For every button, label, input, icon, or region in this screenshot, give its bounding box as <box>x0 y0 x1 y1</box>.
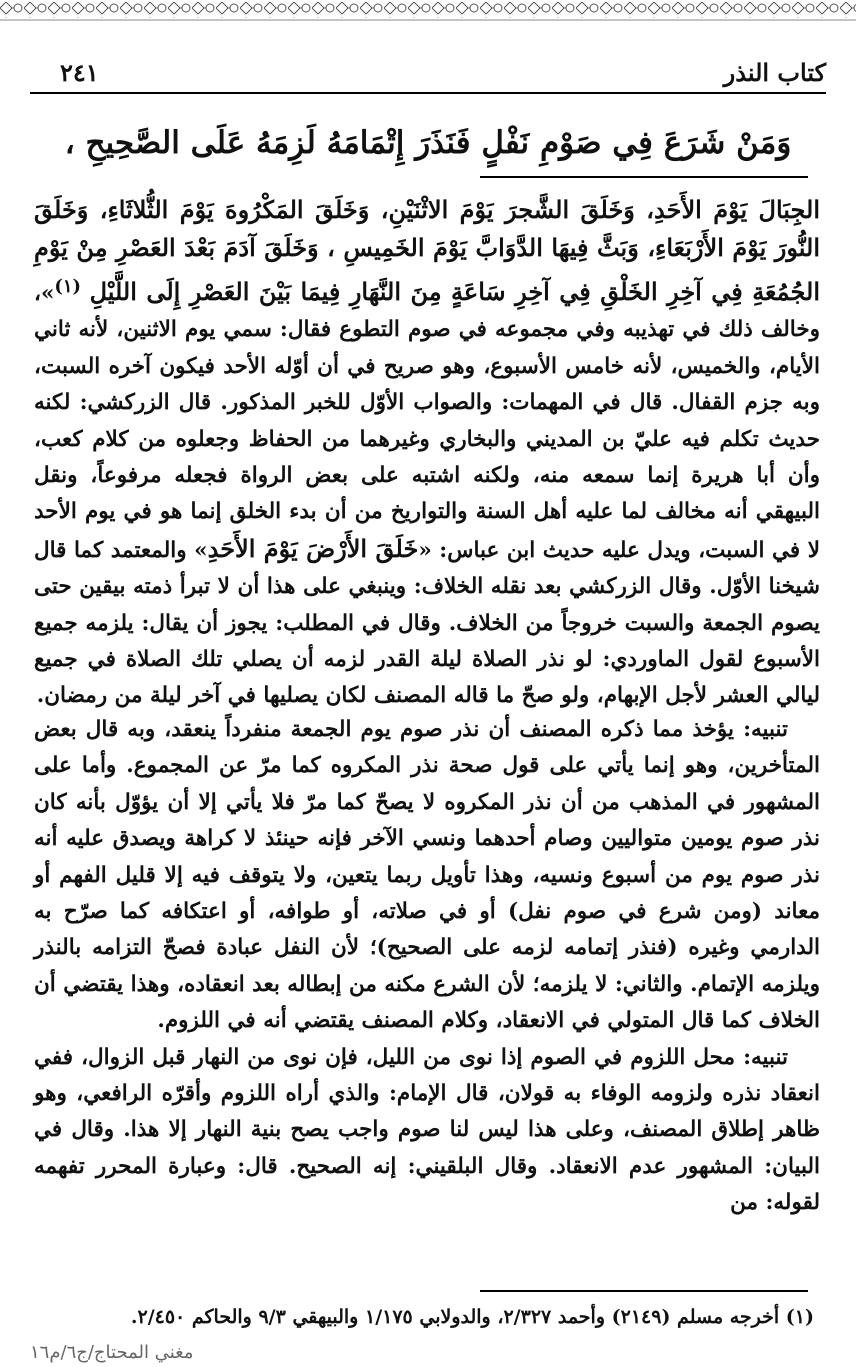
matn-divider <box>480 176 808 178</box>
chapter-title: كتاب النذر <box>723 58 826 87</box>
decorative-border <box>0 0 856 34</box>
paragraph-1 <box>34 192 820 712</box>
print-signature: مغني المحتاج/ج٦/م١٦ <box>30 1342 194 1363</box>
paragraph-1-end: » والمعتمد كما قال شيخنا الأوّل. وقال الزركشي بعد نقله الخلاف: وينبغي على هذا أن لا تبرأ ذمته بيقين حتى يصوم الجمعة والسبت خروجاً من الخلاف. وقال في المطلب: يجوز أن يقال: يلزمه جميع الأسبوع لقول الماوردي: لو نذر الصلاة ليلة القدر لزمه أن يصلي تلك الصلاة في جميع ليالي العشر لأجل الإبهام، ولو صحّ ما قاله المصنف لكان يصليها في آخر ليلة من رمضان. <box>34 537 820 709</box>
quoted-hadith-2: خَلَقَ الأَرْضَ يَوْمَ الأَحَدِ <box>207 533 419 563</box>
footnote-marker: (١) <box>54 275 81 297</box>
quoted-hadith-1: الجِبَالَ يَوْمَ الأَحَدِ، وَخَلَقَ الشَّجرَ يَوْمَ الاثْنَيْنِ، وَخَلَقَ المَكْرُوهَ يَوْمَ الثُّلاثَاءِ، وَخَلَقَ النُّورَ يَوْمَ الأَرْبَعَاءِ، وَبَثَّ فِيهَا الدَّوَابَّ يَوْمَ الخَمِيسِ ، وَخَلَقَ آدَمَ بَعْدَ العَصْرِ مِنْ يَوْمِ الجُمُعَةِ فِي آخِرِ الخَلْقِ فِي آخِرِ سَاعَةٍ مِنَ النَّهَارِ فِيمَا بَيْنَ العَصْرِ إِلَى اللَّيْلِ <box>34 195 820 306</box>
header-divider <box>30 92 826 94</box>
commentary-body <box>34 192 820 1222</box>
matn-text: وَمَنْ شَرَعَ فِي صَوْمِ نَفْلٍ فَنَذَرَ إِتْمَامَهُ لَزِمَهُ عَلَى الصَّحِيحِ ، <box>64 125 792 161</box>
page-header <box>60 58 826 92</box>
paragraph-1-text: »، وخالف ذلك في تهذيبه وفي مجموعه في صوم التطوع فقال: سمي يوم الاثنين، لأنه ثاني الأيام، والخميس، لأنه خامس الأسبوع، وهو صريح في أن أوّله الأحد فيكون آخره السبت، وبه جزم القفال. قال في المهمات: والصواب الأوّل للخبر المذكور. قال الزركشي: لكنه حديث تكلم فيه عليّ بن المديني والبخاري وغيرهما من الحفاظ وجعلوه من كلام كعب، وأن أبا هريرة إنما سمعه منه، ولكنه اشتبه على بعض الرواة فجعله مرفوعاً، ونقل البيهقي أنه مخالف لما عليه أهل السنة والتواريخ من أن بدء الخلق إنما هو في يوم الأحد لا في السبت، ويدل عليه حديث ابن عباس: « <box>34 280 820 563</box>
page-number: ٢٤١ <box>60 58 99 87</box>
note-paragraph-2: تنبيه: محل اللزوم في الصوم إذا نوى من الليل، فإن نوى من النهار قبل الزوال، ففي انعقاد نذره ولزومه الوفاء به قولان، قال الإمام: والذي أراه اللزوم وأقرّه الرافعي، وهو ظاهر إطلاق المصنف، وعلى هذا ليس لنا صوم واجب يصح بنية النهار إلا هذا. وقال في البيان: المشهور عدم الانعقاد. وقال البلقيني: إنه الصحيح. قال: وعبارة المحرر تفهمه لقوله: من <box>34 1044 820 1216</box>
note-paragraph-1: تنبيه: يؤخذ مما ذكره المصنف أن نذر صوم يوم الجمعة منفرداً ينعقد، وبه قال بعض المتأخرين، وهو إنما يأتي على قول صحة نذر المكروه كما مرّ عن المجموع. وأما على المشهور في المذهب من أن نذر المكروه لا يصحّ كما مرّ فلا يأتي إلا أن يؤوّل بأنه كان نذر صوم يومين متواليين وصام أحدهما ونسي الآخر فإنه حينئذ لا كراهة ويصدق عليه أنه نذر صوم يوم من أسبوع ونسيه، وهذا تأويل ربما يتعين، ولا يتوقف فيه إلا قليل الفهم أو معاند (ومن شرع في صوم نفل) أو في صلاته، أو طوافه، أو اعتكافه كما صرّح به الدارمي وغيره (فنذر إتمامه لزمه على الصحيح)؛ لأن النفل عبادة فصحّ التزامه بالنذر ويلزمه الإتمام. والثاني: لا يلزمه؛ لأن الشرع مكنه من إبطاله بعد انعقاده، وهذا يقتضي أن الخلاف كما قال المتولي في الانعقاد، وكلام المصنف يقتضي أنه في اللزوم. <box>34 717 820 1034</box>
footnote-divider <box>480 1290 808 1292</box>
footnote: (١) أخرجه مسلم (٢١٤٩) وأحمد ٢/٣٢٧، والدولابي ١/١٧٥ والبيهقي ٩/٣ والحاكم ٢/٤٥٠. <box>130 1306 814 1328</box>
ornament-border-icon <box>0 0 856 34</box>
